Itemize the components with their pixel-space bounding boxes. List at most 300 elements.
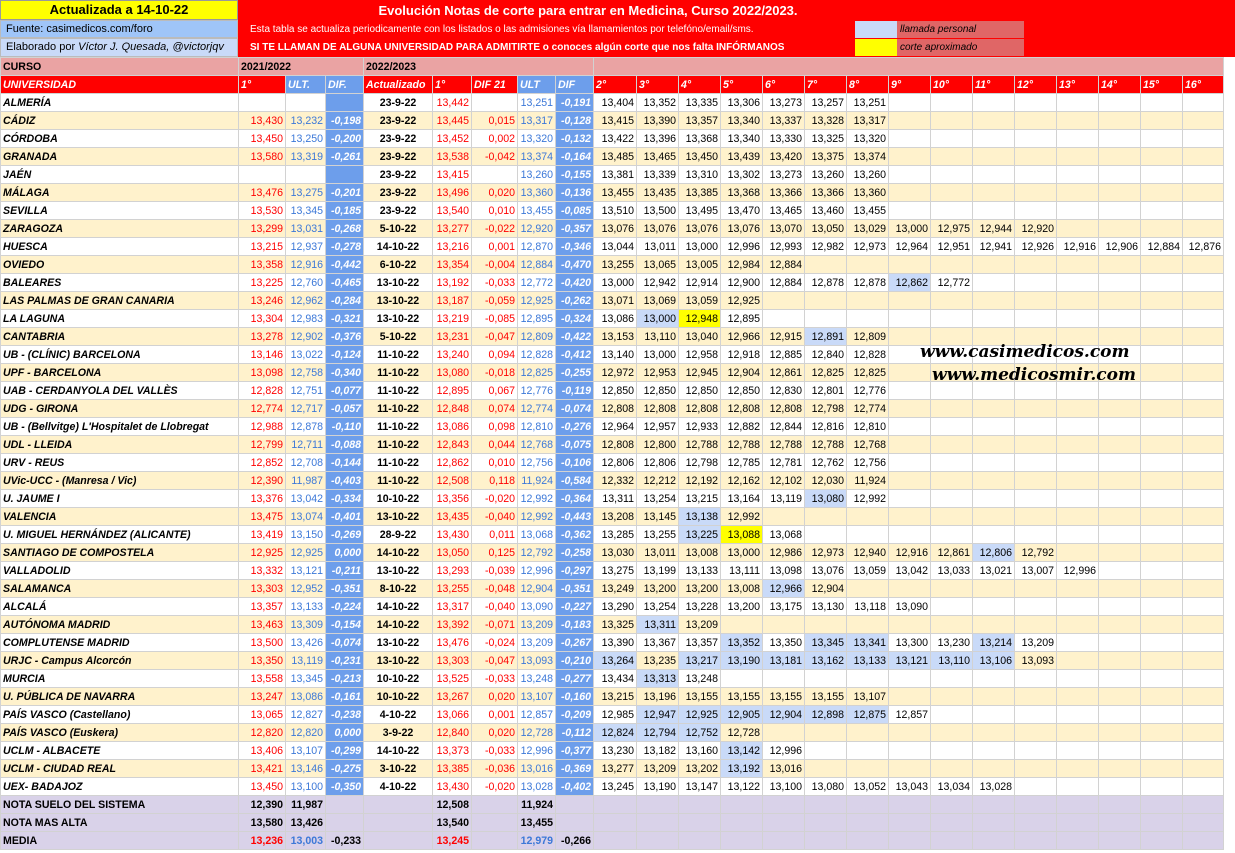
cell-5-11: 12,996 <box>721 238 763 256</box>
cell-11-17 <box>973 688 1015 706</box>
col-header-22: 15° <box>1141 76 1183 94</box>
cell-ULT-6: 13,260 <box>518 166 556 184</box>
cell-4-10: 13,202 <box>679 760 721 778</box>
cell-7-13: 13,257 <box>805 94 847 112</box>
cell-14-20 <box>1099 580 1141 598</box>
cell-12-18 <box>1015 490 1057 508</box>
cell-4-10: 12,808 <box>679 400 721 418</box>
cell-10-16 <box>931 670 973 688</box>
cell-14-20 <box>1099 472 1141 490</box>
cell-ULT-6: 13,248 <box>518 670 556 688</box>
cell-7-13 <box>805 508 847 526</box>
cell-6-12: 12,986 <box>763 544 805 562</box>
cell-6-12: 13,098 <box>763 562 805 580</box>
cell-DIF-2: -0,144 <box>326 454 364 472</box>
cell-2-8: 13,485 <box>594 148 637 166</box>
summary-cell-5 <box>472 814 518 832</box>
cell-5-11: 13,155 <box>721 688 763 706</box>
cell-5-11: 13,076 <box>721 220 763 238</box>
cell-13-19 <box>1057 688 1099 706</box>
cell-16-22 <box>1183 364 1224 382</box>
cell-5-11: 12,904 <box>721 364 763 382</box>
summary-row <box>1 796 1224 814</box>
cell-1-4: 13,445 <box>433 112 472 130</box>
cell-6-12: 13,016 <box>763 760 805 778</box>
cell-15-21 <box>1141 562 1183 580</box>
cell-16-22: 12,876 <box>1183 238 1224 256</box>
cell-10-16 <box>931 724 973 742</box>
cell-16-22 <box>1183 526 1224 544</box>
cell-2-8: 12,808 <box>594 400 637 418</box>
cell-DIF21-5: 0,001 <box>472 706 518 724</box>
cell-3-9: 13,500 <box>637 202 679 220</box>
cell-1-0: 13,500 <box>239 634 286 652</box>
cell-1-4: 13,442 <box>433 94 472 112</box>
cell-DIF-7: -0,255 <box>556 364 594 382</box>
col-header-11: 4° <box>679 76 721 94</box>
cell-6-12: 13,337 <box>763 112 805 130</box>
cell-9-15 <box>889 526 931 544</box>
cell-4-10: 13,217 <box>679 652 721 670</box>
cell-5-11: 13,352 <box>721 634 763 652</box>
university-name: CÁDIZ <box>1 112 239 130</box>
cell-11-17 <box>973 598 1015 616</box>
cell-2-8: 12,332 <box>594 472 637 490</box>
cell-12-18 <box>1015 166 1057 184</box>
university-name: AUTÓNOMA MADRID <box>1 616 239 634</box>
cell-Actualizado-3: 10-10-22 <box>364 670 433 688</box>
cell-5-11: 13,200 <box>721 598 763 616</box>
cell-4-10: 13,040 <box>679 328 721 346</box>
cell-1-0: 13,350 <box>239 652 286 670</box>
col-header-5: 1° <box>433 76 472 94</box>
cell-10-16 <box>931 436 973 454</box>
cell-DIF-2: -0,278 <box>326 238 364 256</box>
cell-11-17 <box>973 166 1015 184</box>
cell-16-22 <box>1183 220 1224 238</box>
cell-3-9: 12,794 <box>637 724 679 742</box>
cell-ULT-1: 13,119 <box>286 652 326 670</box>
cell-10-16 <box>931 148 973 166</box>
cell-3-9: 13,011 <box>637 544 679 562</box>
cell-13-19 <box>1057 490 1099 508</box>
cell-13-19 <box>1057 202 1099 220</box>
cell-DIF21-5: 0,067 <box>472 382 518 400</box>
legend-blue-label: llamada personal <box>897 21 1024 38</box>
cell-15-21 <box>1141 274 1183 292</box>
cell-8-14 <box>847 616 889 634</box>
cell-7-13 <box>805 526 847 544</box>
col-header-8: DIF <box>556 76 594 94</box>
cell-DIF21-5: -0,033 <box>472 670 518 688</box>
cell-11-17 <box>973 616 1015 634</box>
summary-cell-9 <box>637 832 679 850</box>
cell-6-12: 13,366 <box>763 184 805 202</box>
cell-9-15 <box>889 436 931 454</box>
cell-8-14: 13,341 <box>847 634 889 652</box>
cell-10-16 <box>931 706 973 724</box>
cell-ULT-6: 13,093 <box>518 652 556 670</box>
cell-9-15 <box>889 454 931 472</box>
cell-10-16: 12,772 <box>931 274 973 292</box>
cell-ULT-1: 12,751 <box>286 382 326 400</box>
cell-5-11: 12,918 <box>721 346 763 364</box>
cell-4-10: 12,788 <box>679 436 721 454</box>
cell-3-9: 12,806 <box>637 454 679 472</box>
cell-14-20 <box>1099 688 1141 706</box>
cell-DIF-7: -0,128 <box>556 112 594 130</box>
cell-10-16 <box>931 400 973 418</box>
cell-8-14: 13,260 <box>847 166 889 184</box>
table-row <box>1 310 1224 328</box>
cell-15-21 <box>1141 454 1183 472</box>
cell-DIF21-5: -0,048 <box>472 580 518 598</box>
cell-16-22 <box>1183 328 1224 346</box>
cell-8-14 <box>847 256 889 274</box>
cell-3-9: 13,065 <box>637 256 679 274</box>
legend-blue-swatch <box>855 21 897 38</box>
cell-6-12: 13,330 <box>763 130 805 148</box>
col-header-3: DIF. <box>326 76 364 94</box>
cell-13-19 <box>1057 454 1099 472</box>
cell-14-20 <box>1099 436 1141 454</box>
cell-6-12: 12,102 <box>763 472 805 490</box>
cell-1-0: 13,558 <box>239 670 286 688</box>
cell-Actualizado-3: 13-10-22 <box>364 562 433 580</box>
cell-ULT-1: 12,925 <box>286 544 326 562</box>
cell-DIF21-5: 0,015 <box>472 112 518 130</box>
cell-13-19 <box>1057 256 1099 274</box>
col-header-13: 6° <box>763 76 805 94</box>
cell-DIF-2: -0,077 <box>326 382 364 400</box>
table-row <box>1 166 1224 184</box>
summary-cell-7 <box>556 796 594 814</box>
summary-cell-8 <box>594 796 637 814</box>
summary-cell-5 <box>472 832 518 850</box>
cell-14-20 <box>1099 616 1141 634</box>
cell-Actualizado-3: 23-9-22 <box>364 112 433 130</box>
summary-cell-12 <box>763 814 805 832</box>
cell-DIF21-5: 0,020 <box>472 688 518 706</box>
cell-DIF21-5: -0,039 <box>472 562 518 580</box>
table-row <box>1 760 1224 778</box>
cell-DIF-2: -0,442 <box>326 256 364 274</box>
col-header-6: DIF 21 <box>472 76 518 94</box>
cell-DIF-2: 0,000 <box>326 544 364 562</box>
cell-ULT-1: 12,820 <box>286 724 326 742</box>
university-name: COMPLUTENSE MADRID <box>1 634 239 652</box>
cell-DIF-2: -0,161 <box>326 688 364 706</box>
cell-9-15 <box>889 382 931 400</box>
table-row <box>1 652 1224 670</box>
cell-15-21 <box>1141 670 1183 688</box>
cell-1-4: 13,192 <box>433 274 472 292</box>
cell-1-0: 13,065 <box>239 706 286 724</box>
cell-1-4: 13,317 <box>433 598 472 616</box>
cell-10-16 <box>931 256 973 274</box>
cell-14-20 <box>1099 508 1141 526</box>
cell-ULT-1: 12,878 <box>286 418 326 436</box>
cell-16-22 <box>1183 202 1224 220</box>
cell-4-10: 12,925 <box>679 706 721 724</box>
table-row <box>1 490 1224 508</box>
cell-12-18 <box>1015 148 1057 166</box>
cell-15-21 <box>1141 598 1183 616</box>
cell-10-16 <box>931 130 973 148</box>
cell-12-18: 12,920 <box>1015 220 1057 238</box>
cell-10-16 <box>931 166 973 184</box>
summary-cell-15 <box>889 796 931 814</box>
cell-7-13 <box>805 256 847 274</box>
cell-8-14: 12,809 <box>847 328 889 346</box>
cell-14-20 <box>1099 706 1141 724</box>
cell-9-15 <box>889 256 931 274</box>
table-row <box>1 400 1224 418</box>
table-row <box>1 580 1224 598</box>
cell-1-0: 13,098 <box>239 364 286 382</box>
cell-12-18 <box>1015 400 1057 418</box>
col-header-4: Actualizado <box>364 76 433 94</box>
cell-6-12: 12,884 <box>763 274 805 292</box>
cell-11-17: 13,028 <box>973 778 1015 796</box>
cell-2-8: 13,076 <box>594 220 637 238</box>
cell-1-0: 13,358 <box>239 256 286 274</box>
cell-2-8: 13,311 <box>594 490 637 508</box>
cell-5-11: 13,340 <box>721 130 763 148</box>
cell-3-9: 12,947 <box>637 706 679 724</box>
cell-9-15 <box>889 760 931 778</box>
cell-3-9: 13,200 <box>637 580 679 598</box>
cell-DIF-7: -0,267 <box>556 634 594 652</box>
cell-2-8: 13,510 <box>594 202 637 220</box>
cell-14-20 <box>1099 112 1141 130</box>
table-row <box>1 220 1224 238</box>
cell-3-9: 13,313 <box>637 670 679 688</box>
cell-11-17 <box>973 670 1015 688</box>
university-name: PAÍS VASCO (Castellano) <box>1 706 239 724</box>
summary-cell-10 <box>679 796 721 814</box>
table-row <box>1 706 1224 724</box>
summary-cell-3 <box>364 832 433 850</box>
cell-7-13: 13,050 <box>805 220 847 238</box>
cell-16-22 <box>1183 94 1224 112</box>
cell-DIF-2: -0,268 <box>326 220 364 238</box>
cell-Actualizado-3: 13-10-22 <box>364 634 433 652</box>
summary-cell-20 <box>1099 814 1141 832</box>
cell-DIF-7: -0,297 <box>556 562 594 580</box>
cell-Actualizado-3: 11-10-22 <box>364 400 433 418</box>
cell-13-19 <box>1057 580 1099 598</box>
cell-ULT-1: 13,150 <box>286 526 326 544</box>
cell-3-9: 13,182 <box>637 742 679 760</box>
summary-cell-19 <box>1057 796 1099 814</box>
cell-13-19 <box>1057 292 1099 310</box>
cell-DIF21-5: 0,001 <box>472 238 518 256</box>
cell-14-20 <box>1099 652 1141 670</box>
summary-cell-19 <box>1057 814 1099 832</box>
cell-16-22 <box>1183 310 1224 328</box>
cell-11-17 <box>973 724 1015 742</box>
cell-DIF-7: -0,364 <box>556 490 594 508</box>
cell-4-10: 13,215 <box>679 490 721 508</box>
cell-7-13 <box>805 742 847 760</box>
author-name: Víctor J. Quesada, @victorjqv <box>78 41 224 53</box>
cell-7-13: 13,260 <box>805 166 847 184</box>
cell-ULT-6: 12,772 <box>518 274 556 292</box>
cell-DIF21-5: -0,033 <box>472 274 518 292</box>
cell-ULT-6: 12,810 <box>518 418 556 436</box>
university-name: UCLM - ALBACETE <box>1 742 239 760</box>
cell-DIF-7: -0,191 <box>556 94 594 112</box>
cell-DIF21-5: -0,059 <box>472 292 518 310</box>
cell-ULT-1: 13,100 <box>286 778 326 796</box>
cell-4-10: 12,945 <box>679 364 721 382</box>
cell-3-9: 13,367 <box>637 634 679 652</box>
cell-16-22 <box>1183 454 1224 472</box>
cell-8-14: 12,973 <box>847 238 889 256</box>
table-row <box>1 670 1224 688</box>
cell-ULT-1: 13,031 <box>286 220 326 238</box>
cell-11-17 <box>973 274 1015 292</box>
cell-ULT-6: 12,857 <box>518 706 556 724</box>
cell-6-12: 13,181 <box>763 652 805 670</box>
table-row <box>1 562 1224 580</box>
cell-14-20 <box>1099 256 1141 274</box>
summary-cell-5 <box>472 796 518 814</box>
cell-1-4: 13,050 <box>433 544 472 562</box>
cell-DIF-7: -0,346 <box>556 238 594 256</box>
university-name: UVic-UCC - (Manresa / Vic) <box>1 472 239 490</box>
cell-8-14: 12,756 <box>847 454 889 472</box>
cell-16-22 <box>1183 400 1224 418</box>
cell-8-14: 12,992 <box>847 490 889 508</box>
cell-8-14 <box>847 760 889 778</box>
cell-1-4: 13,430 <box>433 778 472 796</box>
cell-11-17 <box>973 472 1015 490</box>
cell-11-17: 12,806 <box>973 544 1015 562</box>
cell-8-14: 12,810 <box>847 418 889 436</box>
cell-7-13: 12,840 <box>805 346 847 364</box>
cell-ULT-1 <box>286 166 326 184</box>
cell-14-20 <box>1099 724 1141 742</box>
col-header-10: 3° <box>637 76 679 94</box>
cell-15-21 <box>1141 490 1183 508</box>
summary-cell-11 <box>721 796 763 814</box>
cell-4-10: 13,248 <box>679 670 721 688</box>
cell-Actualizado-3: 23-9-22 <box>364 166 433 184</box>
cell-6-12: 12,996 <box>763 742 805 760</box>
cell-12-18 <box>1015 292 1057 310</box>
cell-2-8: 13,277 <box>594 760 637 778</box>
cell-Actualizado-3: 14-10-22 <box>364 742 433 760</box>
cell-5-11: 12,925 <box>721 292 763 310</box>
cell-1-4: 13,231 <box>433 328 472 346</box>
cell-ULT-1: 13,345 <box>286 670 326 688</box>
cell-10-16: 13,033 <box>931 562 973 580</box>
watermark-medicosmir: www.medicosmir.com <box>932 365 1136 385</box>
cell-12-18 <box>1015 112 1057 130</box>
table-row <box>1 616 1224 634</box>
cell-7-13: 13,080 <box>805 490 847 508</box>
cell-1-0: 13,530 <box>239 202 286 220</box>
cell-9-15 <box>889 724 931 742</box>
cell-14-20 <box>1099 598 1141 616</box>
cell-13-19 <box>1057 598 1099 616</box>
table-row <box>1 508 1224 526</box>
cell-Actualizado-3: 5-10-22 <box>364 328 433 346</box>
cell-4-10: 12,752 <box>679 724 721 742</box>
cell-10-16: 13,230 <box>931 634 973 652</box>
cell-3-9: 13,339 <box>637 166 679 184</box>
cell-ULT-1: 13,250 <box>286 130 326 148</box>
cell-DIF-2: -0,401 <box>326 508 364 526</box>
university-name: ALMERÍA <box>1 94 239 112</box>
cell-Actualizado-3: 23-9-22 <box>364 202 433 220</box>
cell-11-17 <box>973 112 1015 130</box>
cell-5-11: 13,368 <box>721 184 763 202</box>
cell-5-11: 13,192 <box>721 760 763 778</box>
university-name: U. JAUME I <box>1 490 239 508</box>
cell-1-0: 13,246 <box>239 292 286 310</box>
cell-ULT-6: 12,992 <box>518 508 556 526</box>
cell-11-17 <box>973 184 1015 202</box>
cell-5-11: 13,306 <box>721 94 763 112</box>
cell-11-17 <box>973 454 1015 472</box>
cell-10-16 <box>931 580 973 598</box>
cell-1-0 <box>239 166 286 184</box>
cell-14-20 <box>1099 778 1141 796</box>
cell-Actualizado-3: 23-9-22 <box>364 130 433 148</box>
cell-1-4: 12,508 <box>433 472 472 490</box>
cell-DIF-2: -0,321 <box>326 310 364 328</box>
university-name: U. PÚBLICA DE NAVARRA <box>1 688 239 706</box>
cell-1-0: 13,406 <box>239 742 286 760</box>
cell-1-0: 13,278 <box>239 328 286 346</box>
cell-11-17 <box>973 490 1015 508</box>
summary-cell-15 <box>889 814 931 832</box>
cell-DIF-7: -0,164 <box>556 148 594 166</box>
cell-Actualizado-3: 14-10-22 <box>364 616 433 634</box>
cell-3-9: 13,465 <box>637 148 679 166</box>
table-row <box>1 724 1224 742</box>
watermark-casimedicos: www.casimedicos.com <box>920 342 1130 362</box>
cell-14-20 <box>1099 184 1141 202</box>
cell-2-8: 13,245 <box>594 778 637 796</box>
cell-5-11: 13,190 <box>721 652 763 670</box>
cell-2-8: 13,434 <box>594 670 637 688</box>
cell-DIF-7: -0,422 <box>556 328 594 346</box>
cell-5-11: 12,728 <box>721 724 763 742</box>
cell-DIF-7: -0,085 <box>556 202 594 220</box>
cell-ULT-1: 13,074 <box>286 508 326 526</box>
cell-5-11: 13,008 <box>721 580 763 598</box>
cell-Actualizado-3: 14-10-22 <box>364 598 433 616</box>
cell-ULT-1: 13,042 <box>286 490 326 508</box>
cell-6-12: 13,068 <box>763 526 805 544</box>
cell-DIF-2: -0,465 <box>326 274 364 292</box>
cell-13-19 <box>1057 742 1099 760</box>
summary-cell-1: 13,003 <box>286 832 326 850</box>
cell-1-0: 13,304 <box>239 310 286 328</box>
cell-4-10: 12,914 <box>679 274 721 292</box>
cell-1-0: 12,852 <box>239 454 286 472</box>
cell-1-4: 13,066 <box>433 706 472 724</box>
cell-1-4: 12,840 <box>433 724 472 742</box>
cell-ULT-1: 12,952 <box>286 580 326 598</box>
summary-cell-13 <box>805 832 847 850</box>
cell-ULT-6: 13,360 <box>518 184 556 202</box>
cell-DIF21-5: -0,042 <box>472 148 518 166</box>
